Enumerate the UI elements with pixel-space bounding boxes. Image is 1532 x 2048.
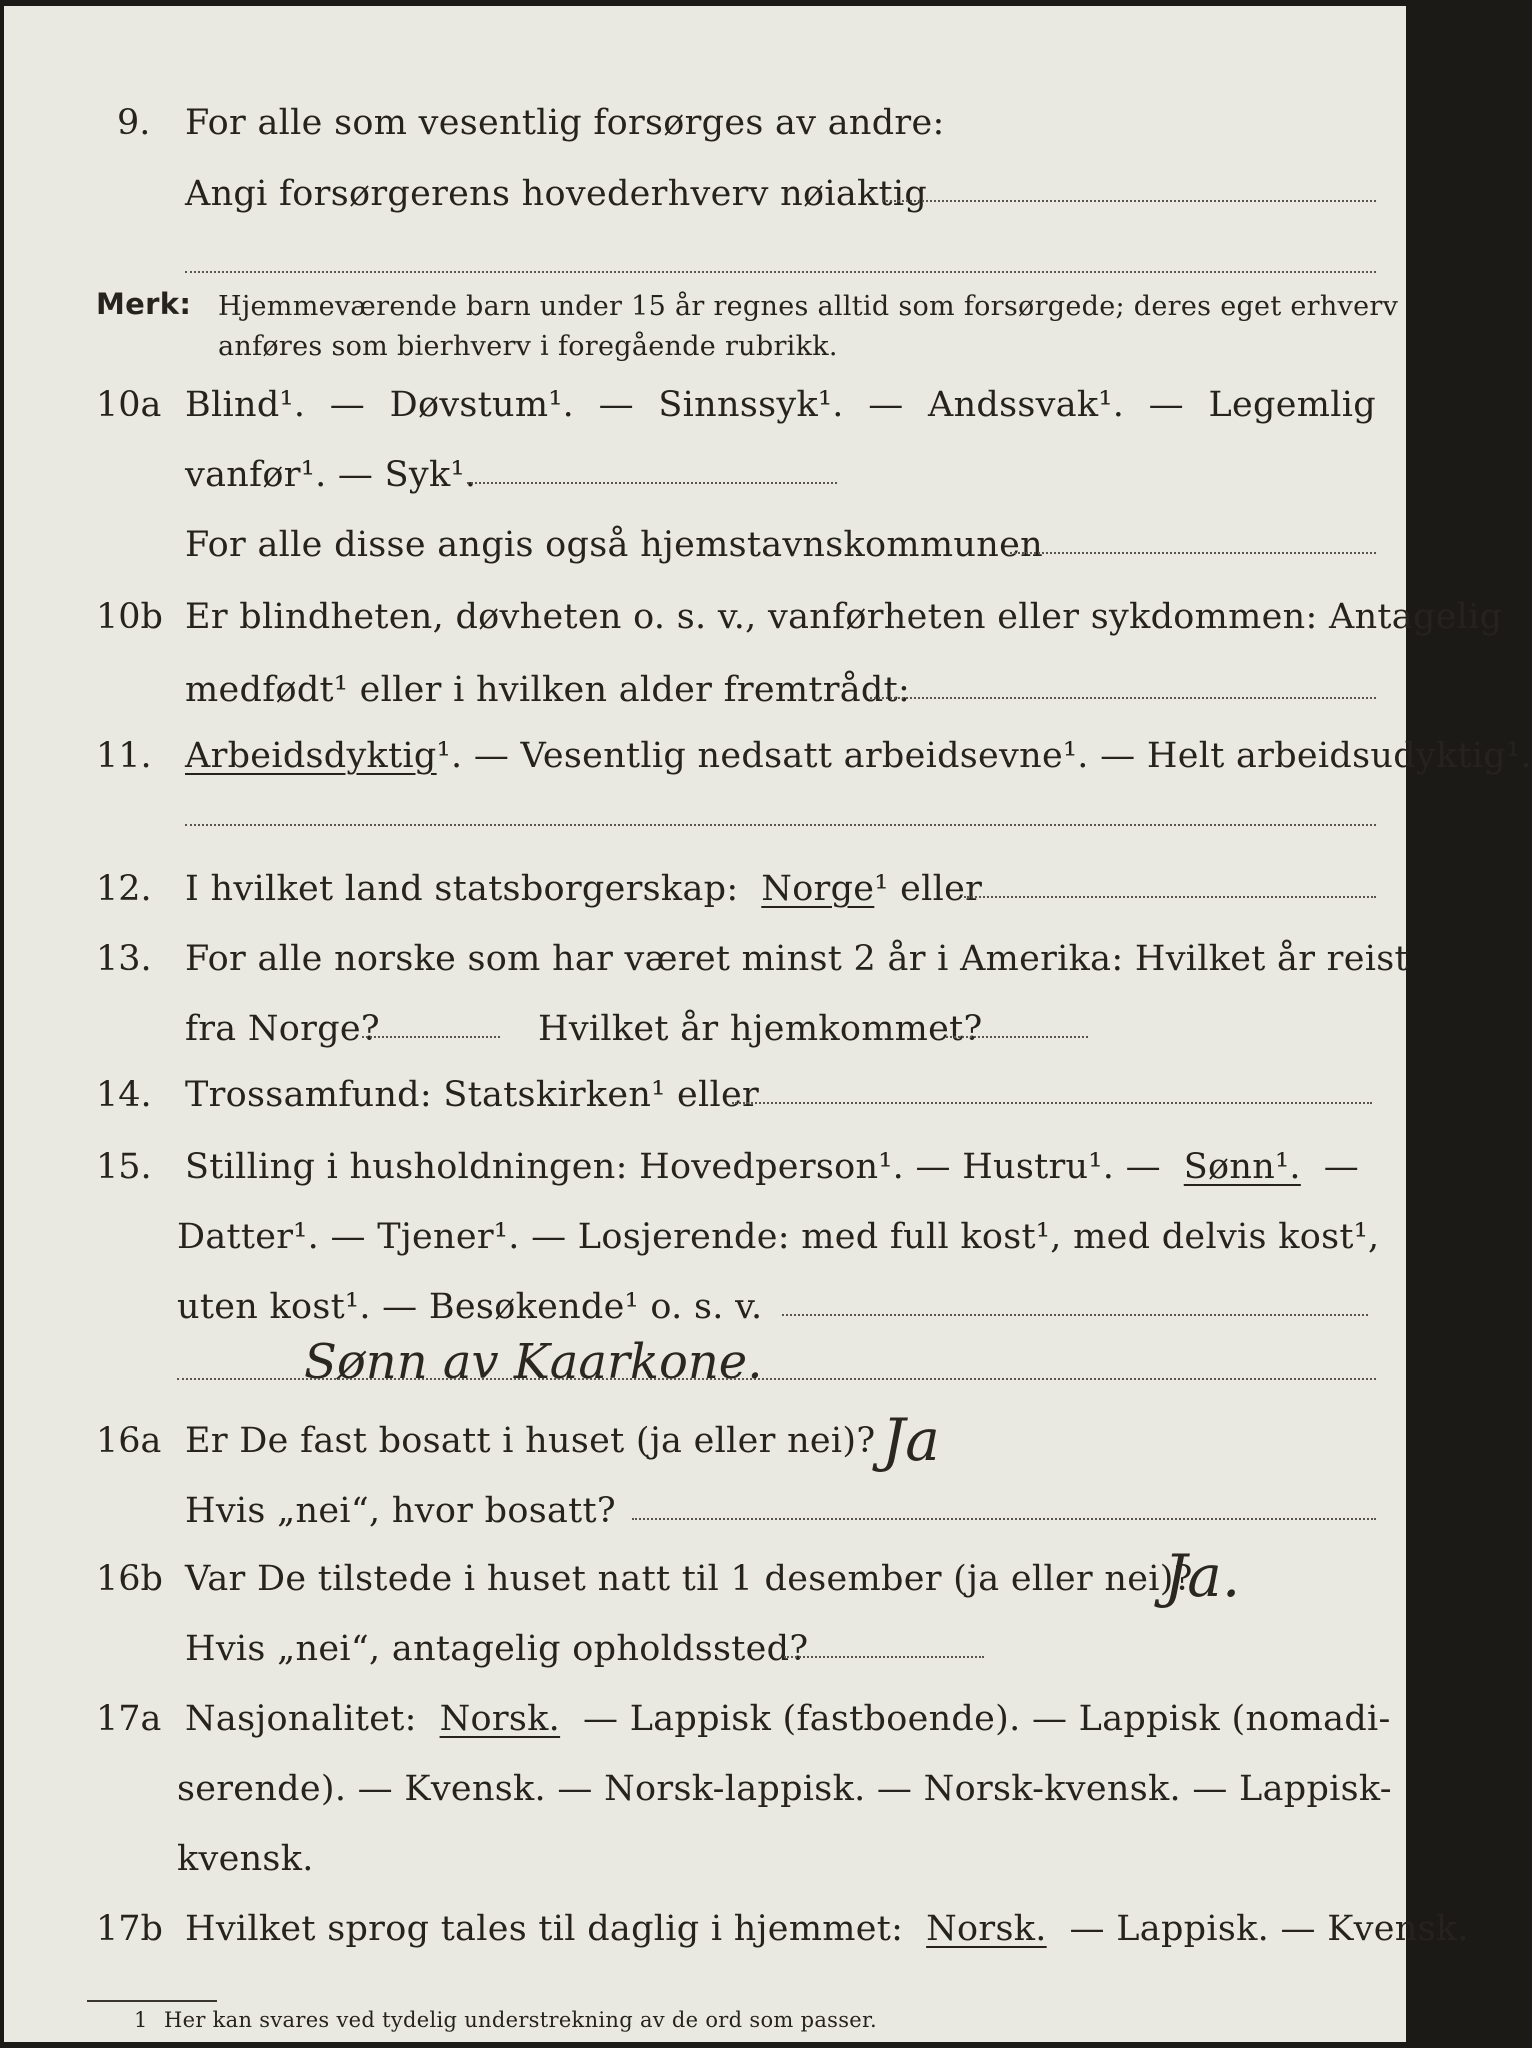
opt-sonn-underlined[interactable]: Sønn¹.	[1183, 1147, 1301, 1187]
opt-legemlig: Legemlig	[1208, 385, 1376, 425]
q12-answer-line[interactable]	[964, 896, 1376, 898]
q16b-handwritten-answer: Ja.	[1164, 1542, 1241, 1610]
q15-line1-pre: Stilling i husholdningen: Hovedperson¹. — Hustru¹. —	[185, 1147, 1161, 1187]
census-form-page	[4, 6, 1532, 2042]
q17a-number: 17a	[96, 1699, 162, 1739]
q17b-line	[185, 1909, 1469, 1949]
q13-line2b: Hvilket år hjemkommet?	[538, 1009, 983, 1049]
opt-dovstum: Døvstum¹.	[389, 385, 575, 425]
footnote-rule	[87, 2000, 217, 2002]
q16a-number: 16a	[96, 1421, 162, 1461]
opt-blind: Blind¹.	[185, 385, 306, 425]
q17a-post: — Lappisk (fastboende). — Lappisk (nomadi-	[582, 1699, 1391, 1739]
q15-answer-line-2[interactable]	[177, 1378, 1376, 1380]
opt-sinnssyk: Sinnssyk¹.	[658, 385, 844, 425]
merk-label: Merk:	[96, 287, 192, 321]
q15-answer-line[interactable]	[782, 1314, 1368, 1316]
q9-number: 9.	[117, 103, 151, 143]
q12-pre: I hvilket land statsborgerskap:	[185, 869, 739, 909]
merk-line2: anføres som bierhverv i foregående rubrikk.	[218, 331, 838, 362]
q16a-answer-line[interactable]	[632, 1518, 1376, 1520]
q13-hjemkommet-answer-line[interactable]	[946, 1036, 1088, 1038]
q17a-line1	[185, 1699, 1391, 1739]
q12-line	[185, 869, 983, 909]
q9-line1: For alle som vesentlig forsørges av andre:	[185, 103, 945, 143]
dash: —	[329, 385, 366, 425]
q10b-line1: Er blindheten, døvheten o. s. v., vanførheten eller sykdommen: Antagelig	[185, 597, 1503, 637]
q11-rest: ¹. — Vesentlig nedsatt arbeidsevne¹. — Helt arbeidsudyktig¹.	[436, 736, 1532, 776]
opt-norsk-underlined[interactable]: Norsk.	[439, 1699, 561, 1739]
q17b-number: 17b	[96, 1909, 163, 1949]
opt-andssvak: Andssvak¹.	[928, 385, 1125, 425]
q9-answer-line[interactable]	[882, 200, 1376, 202]
q13-line1: For alle norske som har været minst 2 år i Amerika: Hvilket år reist	[185, 939, 1409, 979]
q15-line1	[185, 1147, 1360, 1187]
q14-answer-line[interactable]	[732, 1102, 1372, 1104]
q10a-answer-line[interactable]	[467, 482, 837, 484]
q17a-line2: serende). — Kvensk. — Norsk-lappisk. — Norsk-kvensk. — Lappisk-	[177, 1769, 1392, 1809]
q14-line: Trossamfund: Statskirken¹ eller	[185, 1075, 760, 1115]
q15-line2: Datter¹. — Tjener¹. — Losjerende: med full kost¹, med delvis kost¹,	[177, 1217, 1380, 1257]
q10b-line2: medfødt¹ eller i hvilken alder fremtrådt:	[185, 670, 911, 710]
q11-number: 11.	[96, 736, 152, 776]
q17b-post: — Lappisk. — Kvensk.	[1069, 1909, 1469, 1949]
q13-number: 13.	[96, 939, 152, 979]
q17a-pre: Nasjonalitet:	[185, 1699, 417, 1739]
q16a-line1: Er De fast bosatt i huset (ja eller nei)?	[185, 1421, 876, 1461]
q16a-handwritten-answer: Ja	[882, 1406, 940, 1474]
q15-line3: uten kost¹. — Besøkende¹ o. s. v.	[177, 1287, 763, 1327]
q10b-answer-line[interactable]	[870, 697, 1376, 699]
q10a-hjemstavn-line[interactable]	[1010, 552, 1376, 554]
q16a-line2: Hvis „nei“, hvor bosatt?	[185, 1491, 616, 1531]
opt-arbeidsdyktig-underlined[interactable]: Arbeidsdyktig	[185, 736, 437, 776]
q16b-answer-line[interactable]	[784, 1656, 984, 1658]
footnote-text: Her kan svares ved tydelig understrekning av de ord som passer.	[164, 2008, 878, 2032]
q10a-number: 10a	[96, 385, 162, 425]
opt-norge-underlined[interactable]: Norge	[761, 869, 875, 909]
q11-answer-line[interactable]	[185, 824, 1376, 826]
q9-answer-line-2[interactable]	[185, 271, 1376, 273]
q16b-line2: Hvis „nei“, antagelig opholdssted?	[185, 1629, 809, 1669]
q15-number: 15.	[96, 1147, 152, 1187]
q10a-line3: For alle disse angis også hjemstavnskommunen	[185, 525, 1043, 565]
q10a-line2: vanfør¹. — Syk¹.	[185, 455, 477, 495]
q12-number: 12.	[96, 869, 152, 909]
q12-post: ¹ eller	[874, 869, 983, 909]
q10a-line1	[185, 385, 1376, 425]
dash: —	[1148, 385, 1184, 425]
q16b-line1: Var De tilstede i huset natt til 1 desember (ja eller nei)?	[185, 1559, 1193, 1599]
q17b-pre: Hvilket sprog tales til daglig i hjemmet:	[185, 1909, 904, 1949]
q13-reist-answer-line[interactable]	[362, 1036, 500, 1038]
dash: —	[598, 385, 634, 425]
footnote-mark: 1	[134, 2008, 148, 2032]
q15-line1-post: —	[1323, 1147, 1360, 1187]
q11-line	[185, 736, 1532, 776]
q9-line2: Angi forsørgerens hovederhverv nøiaktig	[185, 174, 928, 214]
opt-norsk-sprog-underlined[interactable]: Norsk.	[926, 1909, 1047, 1949]
q14-number: 14.	[96, 1075, 152, 1115]
q13-line2a: fra Norge?	[185, 1009, 380, 1049]
q16b-number: 16b	[96, 1559, 163, 1599]
merk-line1: Hjemmeværende barn under 15 år regnes alltid som forsørgede; deres eget erhverv	[218, 291, 1399, 322]
dash: —	[868, 385, 904, 425]
q17a-line3: kvensk.	[177, 1839, 314, 1879]
q15-handwritten-answer: Sønn av Kaarkone.	[304, 1334, 763, 1390]
q10b-number: 10b	[96, 597, 163, 637]
